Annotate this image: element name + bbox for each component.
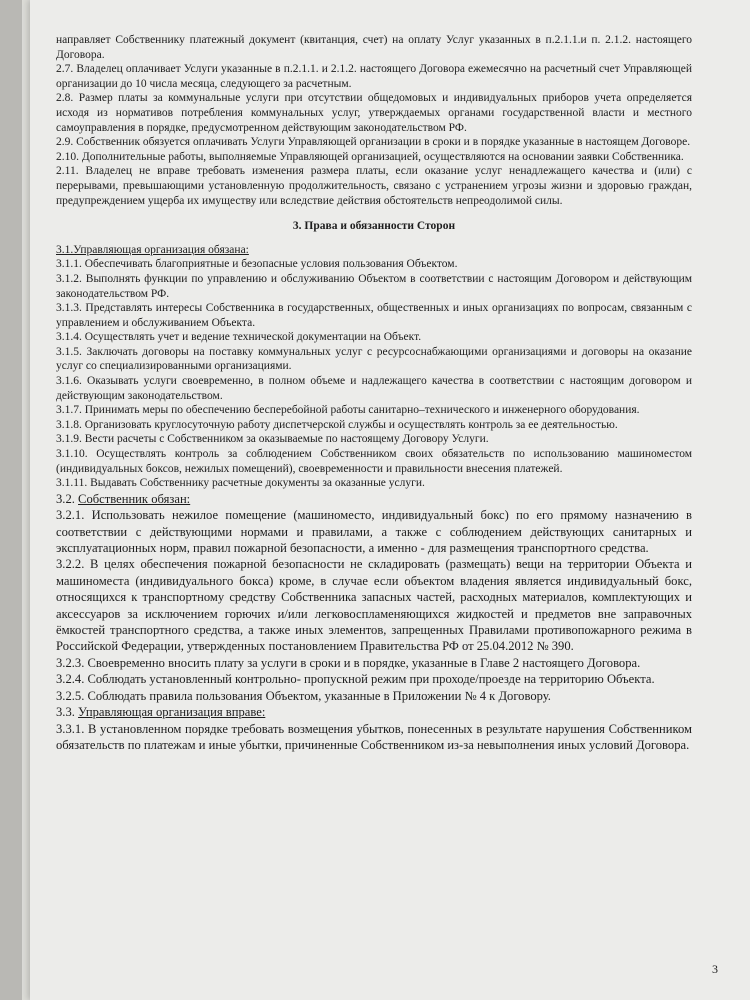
subsection-3-3-label: Управляющая организация вправе: xyxy=(78,705,266,720)
paragraph-2-11: 2.11. Владелец не вправе требовать изменения размера платы, если оказание услуг ненадлежащего качества и (или) с перерывами, превышающими установленную продолжительность, связано с устранением угрозы жизни и здоровью граждан, предупреждением ущерба их имуществу или вследствие действия обстоятельств непреодолимой силы. xyxy=(56,165,692,207)
subsection-3-2-title xyxy=(56,491,692,507)
paragraph-3-1-5: 3.1.5. Заключать договоры на поставку коммунальных услуг с ресурсоснабжающими организациями и договоры на оказание услуг со специализированными организациями. xyxy=(56,345,692,373)
paragraph-3-2-4: 3.2.4. Соблюдать установленный контрольно- пропускной режим при проходе/проезде на территорию Объекта. xyxy=(56,672,655,687)
paragraph-3-2-2: 3.2.2. В целях обеспечения пожарной безопасности не складировать (размещать) вещи на территории Объекта и машиноместа (индивидуального бокса) кроме, в случае если объектом владения является индивидуальный бокс, относящихся к транспортному средству Собственника запасных частей, расходных материалов, комплектующих и аксессуаров за исключением горючих и/или легковоспламеняющихся жидкостей и предметов вне заправочных ёмкостей транспортного средства, а также иных элементов, запрещенных Правилами противопожарного режима в Российской Федерации, утвержденных постановлением Правительства РФ от 25.04.2012 № 390. xyxy=(56,557,692,654)
paragraph-3-1-4: 3.1.4. Осуществлять учет и ведение технической документации на Объект. xyxy=(56,331,422,344)
subsection-3-2-label: Собственник обязан: xyxy=(78,491,191,506)
paragraph-3-1-9: 3.1.9. Вести расчеты с Собственником за оказываемые по настоящему Договору Услуги. xyxy=(56,433,489,446)
paragraph-2-7: 2.7. Владелец оплачивает Услуги указанные в п.2.1.1. и 2.1.2. настоящего Договора ежемесячно на расчетный счет Управляющей организации до 10 числа месяца, следующего за расчетным. xyxy=(56,63,692,90)
document-text xyxy=(56,33,692,753)
lower-text-block xyxy=(56,491,692,754)
paragraph-3-1-11: 3.1.11. Выдавать Собственнику расчетные документы за оказанные услуги. xyxy=(56,477,425,490)
paragraph-3-1-1: 3.1.1. Обеспечивать благоприятные и безопасные условия пользования Объектом. xyxy=(56,258,458,271)
paragraph-2-8: 2.8. Размер платы за коммунальные услуги при отсутствии общедомовых и индивидуальных приборов учета определяется исходя из нормативов потребления коммунальных услуг, утверждаемых органами государственной власти и местного самоуправления в порядке, предусмотренном действующим законодательством РФ. xyxy=(56,92,692,134)
page-number: 3 xyxy=(712,962,718,976)
subsection-3-1-label: 3.1.Управляющая организация обязана: xyxy=(56,243,249,256)
paragraph-3-1-10: 3.1.10. Осуществлять контроль за соблюдением Собственником своих обязательств по использованию машиноместом (индивидуальных боксов, нежилых помещений), своевременности и правильности внесения платежей. xyxy=(56,448,692,475)
subsection-3-3-title xyxy=(56,704,692,720)
paragraph-2-10: 2.10. Дополнительные работы, выполняемые Управляющей организацией, осуществляются на основании заявки Собственника. xyxy=(56,150,684,163)
paragraph-3-1-6: 3.1.6. Оказывать услуги своевременно, в полном объеме и надлежащего качества в соответствии с настоящим договором и действующим законодательством. xyxy=(56,375,692,402)
paragraph-3-2-3: 3.2.3. Своевременно вносить плату за услуги в сроки и в порядке, указанные в Главе 2 настоящего Договора. xyxy=(56,655,641,670)
paragraph-3-1-7: 3.1.7. Принимать меры по обеспечению бесперебойной работы санитарно–технического и инженерного оборудования. xyxy=(56,404,640,417)
section-heading: 3. Права и обязанности Сторон xyxy=(292,220,456,233)
paragraph-3-1-3: 3.1.3. Представлять интересы Собственника в государственных, общественных и иных организациях по вопросам, связанным с управлением и обслуживанием Объекта. xyxy=(56,302,692,329)
paragraph-3-3-1: 3.3.1. В установленном порядке требовать возмещения убытков, понесенных в результате нарушения Собственником обязательств по платежам и иные убытки, причиненные Собственником из-за невыполнения иных условий Договора. xyxy=(56,721,692,752)
paragraph-3-1-2: 3.1.2. Выполнять функции по управлению и обслуживанию Объектом в соответствии с настоящим Договором и действующим законодательством РФ. xyxy=(56,272,692,300)
paragraph-2-9: 2.9. Собственник обязуется оплачивать Услуги Управляющей организации в сроки и в порядке указанные в настоящем Договоре. xyxy=(56,136,691,149)
paragraph-3-2-1: 3.2.1. Использовать нежилое помещение (машиноместо, индивидуальный бокс) по его прямому назначению в соответствии с действующими нормами и правилами, а также с соблюдением действующих санитарных и эксплуатационных норм, правил пожарной безопасности, а именно - для размещения транспортного средства. xyxy=(56,508,692,556)
paragraph-3-2-5: 3.2.5. Соблюдать правила пользования Объектом, указанные в Приложении № 4 к Договору. xyxy=(56,688,551,703)
subsection-3-1-title xyxy=(56,243,692,258)
subsection-3-3-number: 3.3. xyxy=(56,705,75,720)
subsection-3-2-number: 3.2. xyxy=(56,491,75,506)
paragraph-3-1-8: 3.1.8. Организовать круглосуточную работу диспетчерской службы и осуществлять контроль за ее деятельностью. xyxy=(56,418,618,431)
paragraph-continuation: направляет Собственнику платежный документ (квитанция, счет) на оплату Услуг указанных в п.2.1.1.и п. 2.1.2. настоящего Договора. xyxy=(56,34,692,61)
